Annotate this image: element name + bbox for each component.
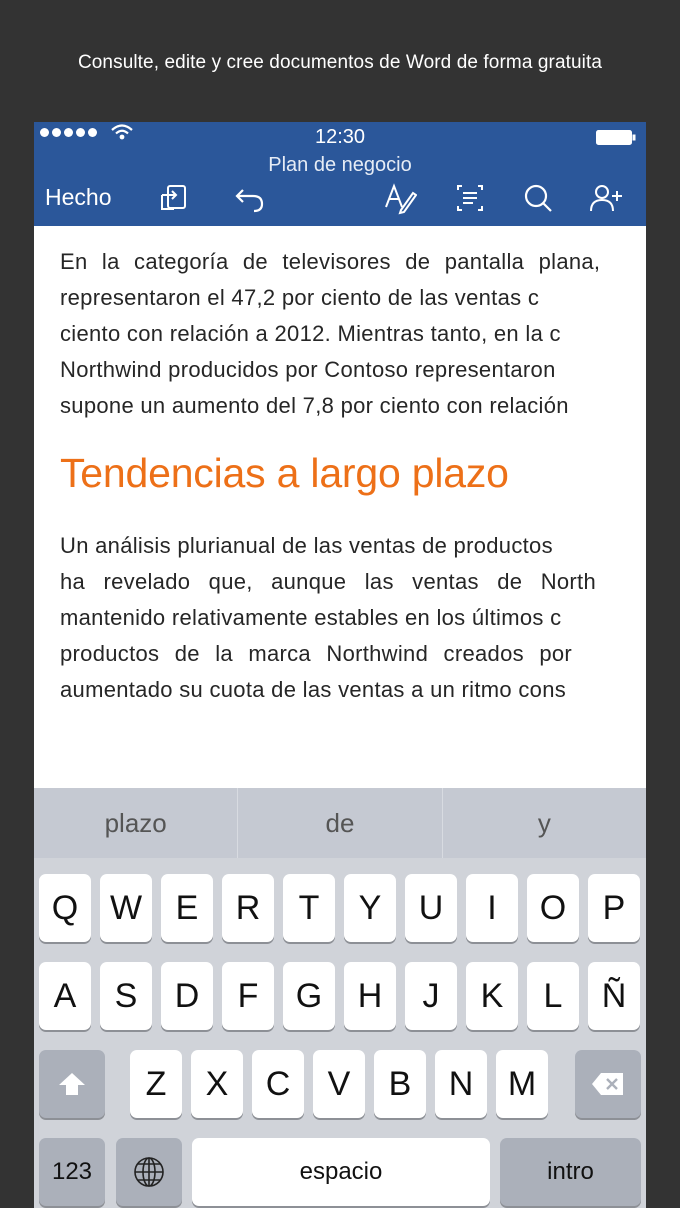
- key-j[interactable]: J: [405, 962, 457, 1030]
- globe-icon: [132, 1155, 166, 1189]
- paragraph-line: supone un aumento del 7,8 por ciento con relación: [60, 393, 569, 418]
- key-o[interactable]: O: [527, 874, 579, 942]
- paragraph-line: En la categoría de televisores de pantalla plana,: [60, 249, 601, 274]
- key-v[interactable]: V: [313, 1050, 365, 1118]
- key-n-tilde[interactable]: Ñ: [588, 962, 640, 1030]
- paragraph-line: ha revelado que, aunque las ventas de North: [60, 569, 596, 594]
- key-i[interactable]: I: [466, 874, 518, 942]
- key-l[interactable]: L: [527, 962, 579, 1030]
- undo-icon[interactable]: [230, 180, 270, 216]
- section-heading: Tendencias a largo plazo: [60, 450, 509, 496]
- read-mode-icon[interactable]: [450, 180, 490, 216]
- paragraph-line: representaron el 47,2 por ciento de las ventas c: [60, 285, 540, 310]
- paragraph-line: mantenido relativamente estables en los últimos c: [60, 605, 562, 630]
- key-c[interactable]: C: [252, 1050, 304, 1118]
- key-p[interactable]: P: [588, 874, 640, 942]
- key-h[interactable]: H: [344, 962, 396, 1030]
- share-add-person-icon[interactable]: [586, 180, 626, 216]
- done-button[interactable]: Hecho: [45, 184, 112, 210]
- paragraph-1: [60, 244, 646, 424]
- paragraph-line: ciento con relación a 2012. Mientras tanto, en la c: [60, 321, 561, 346]
- space-key[interactable]: espacio: [192, 1138, 490, 1206]
- key-x[interactable]: X: [191, 1050, 243, 1118]
- key-n[interactable]: N: [435, 1050, 487, 1118]
- backspace-icon: [590, 1071, 626, 1097]
- paragraph-line: Northwind producidos por Contoso representaron: [60, 357, 556, 382]
- key-z[interactable]: Z: [130, 1050, 182, 1118]
- suggestion-2[interactable]: de: [237, 788, 441, 858]
- key-y[interactable]: Y: [344, 874, 396, 942]
- status-time: 12:30: [314, 126, 366, 148]
- phone-screen: [34, 122, 646, 1208]
- document-body[interactable]: [34, 226, 646, 788]
- key-b[interactable]: B: [374, 1050, 426, 1118]
- numbers-key[interactable]: 123: [39, 1138, 105, 1206]
- paragraph-line: productos de la marca Northwind creados por: [60, 641, 573, 666]
- shift-arrow-icon: [57, 1070, 87, 1098]
- paragraph-line: aumentado su cuota de las ventas a un ritmo cons: [60, 677, 567, 702]
- key-s[interactable]: S: [100, 962, 152, 1030]
- battery-icon: [596, 130, 636, 145]
- edit-format-icon[interactable]: [380, 180, 420, 216]
- suggestion-1[interactable]: plazo: [104, 807, 167, 838]
- keyboard: [34, 858, 646, 1208]
- key-k[interactable]: K: [466, 962, 518, 1030]
- predictive-text-bar: [34, 788, 646, 858]
- search-icon[interactable]: [518, 180, 558, 216]
- promo-caption: Consulte, edite y cree documentos de Word de forma gratuita: [77, 52, 603, 73]
- key-a[interactable]: A: [39, 962, 91, 1030]
- return-key[interactable]: intro: [500, 1138, 641, 1206]
- key-q[interactable]: Q: [39, 874, 91, 942]
- word-toolbar: [34, 122, 646, 226]
- document-title: Plan de negocio: [268, 154, 412, 176]
- paragraph-2: [60, 528, 646, 708]
- paragraph-line: Un análisis plurianual de las ventas de productos: [60, 533, 553, 558]
- key-e[interactable]: E: [161, 874, 213, 942]
- key-d[interactable]: D: [161, 962, 213, 1030]
- switch-view-icon[interactable]: [154, 180, 194, 216]
- shift-key[interactable]: [39, 1050, 105, 1118]
- key-f[interactable]: F: [222, 962, 274, 1030]
- key-g[interactable]: G: [283, 962, 335, 1030]
- suggestion-3[interactable]: y: [442, 788, 646, 858]
- globe-key[interactable]: [116, 1138, 182, 1206]
- key-u[interactable]: U: [405, 874, 457, 942]
- key-w[interactable]: W: [100, 874, 152, 942]
- key-m[interactable]: M: [496, 1050, 548, 1118]
- key-r[interactable]: R: [222, 874, 274, 942]
- key-t[interactable]: T: [283, 874, 335, 942]
- backspace-key[interactable]: [575, 1050, 641, 1118]
